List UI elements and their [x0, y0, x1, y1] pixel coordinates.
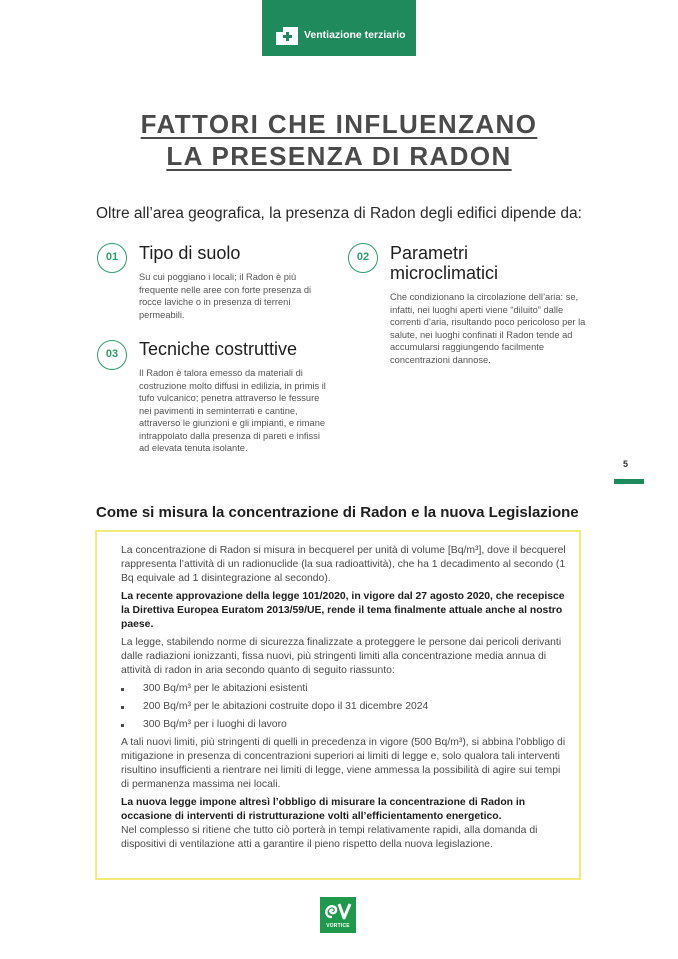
- logo-text: VORTICE: [326, 923, 350, 929]
- paragraph-law-approval: La recente approvazione della legge 101/2020, in vigore dal 27 agosto 2020, che recepisce la Direttiva Europea Euratom 2013/59/UE, rende il tema finalmente attuale anche al nostro paese.: [121, 591, 565, 630]
- factor-number-badge: 02: [348, 243, 378, 273]
- paragraph-law-limits: La legge, stabilendo norme di sicurezza finalizzate a proteggere le persone dai pericoli derivanti dalle radiazioni ionizzanti, fissa nuovi, più stringenti limiti alla concentrazione media annua di attività di radon in aria secondo quanto di seguito riassunto:: [121, 637, 562, 676]
- page-title: [0, 108, 678, 172]
- limit-item: 300 Bq/m³ per le abitazioni esistenti: [121, 682, 571, 696]
- limit-item: 300 Bq/m³ per i luoghi di lavoro: [121, 718, 571, 732]
- factor-title: Parametri microclimatici: [390, 243, 498, 283]
- section-label: Ventiazione terziario: [304, 29, 406, 41]
- paragraph-mitigation: A tali nuovi limiti, più stringenti di quelli in precedenza in vigore (500 Bq/m³), si abbina l’obbligo di mitigazione in presenza di concentrazioni superiori ai limiti di legge e, solo qualora tali interventi risultino insufficienti a rientrare nei limiti di legge, viene ammessa la possibilità di agire sui tempi di permanenza massima nei locali.: [121, 737, 566, 790]
- vortice-swirl-icon: [324, 900, 352, 922]
- factor-title: Tipo di suolo: [139, 243, 241, 263]
- vortice-logo: [320, 897, 356, 933]
- paragraph-measurement-obligation: La nuova legge impone altresì l’obbligo di misurare la concentrazione di Radon in occasione di interventi di ristrutturazione volti all’efficientamento energetico.: [121, 797, 526, 822]
- plus-badge-icon: [276, 27, 298, 45]
- factor-title: Tecniche costruttive: [139, 339, 298, 359]
- page-title-line-1: FATTORI CHE INFLUENZANO: [140, 109, 538, 139]
- section-header-tab: [262, 0, 416, 56]
- factor-text: Il Radon è talora emesso da materiali di costruzione molto diffusi in edilizia, in primis il tufo vulcanico; penetra attraverso le fessure nei pavimenti in seminterrati e cantine, attraverso le giunzioni e gli impianti, e rimane intrappolato dalla presenza di pareti e infissi ad elevata tenuta isolante.: [139, 368, 326, 453]
- factor-number-badge: 03: [97, 340, 127, 370]
- page-title-line-2: LA PRESENZA DI RADON: [166, 141, 512, 171]
- section-heading: Come si misura la concentrazione di Radon e la nuova Legislazione: [96, 504, 579, 521]
- intro-text: Oltre all’area geografica, la presenza di Radon degli edifici dipende da:: [96, 205, 582, 222]
- limit-item: 200 Bq/m³ per le abitazioni costruite dopo il 31 dicembre 2024: [121, 700, 571, 714]
- factor-text: Su cui poggiano i locali; il Radon è più frequente nelle aree con forte presenza di rocce laviche o in presenza di terreni permeabili.: [139, 272, 312, 320]
- factor-number-badge: 01: [97, 243, 127, 273]
- limits-list: [121, 682, 571, 732]
- paragraph-measurement: La concentrazione di Radon si misura in becquerel per unità di volume [Bq/m³], dove il becquerel rappresenta l’attività di un radionuclide (la sua radioattività), che ha 1 decadimento al secondo (1 Bq equivale ad 1 disintegrazione al secondo).: [121, 545, 566, 584]
- factor-text: Che condizionano la circolazione dell’aria: se, infatti, nei luoghi aperti viene “diluito” dalle correnti d’aria, risultando poco pericoloso per la salute, nei luoghi confinati il Radon tende ad accumularsi raggiungendo facilmente concentrazioni dannose.: [390, 292, 586, 365]
- page-number-bar: [614, 479, 644, 484]
- legislation-content: [121, 544, 571, 856]
- paragraph-conclusion: Nel complesso si ritiene che tutto ciò porterà in tempi relativamente rapidi, alla domanda di dispositivi di ventilazione atti a garantire il pieno rispetto della nuova legislazione.: [121, 825, 538, 850]
- page-number: 5: [623, 459, 629, 469]
